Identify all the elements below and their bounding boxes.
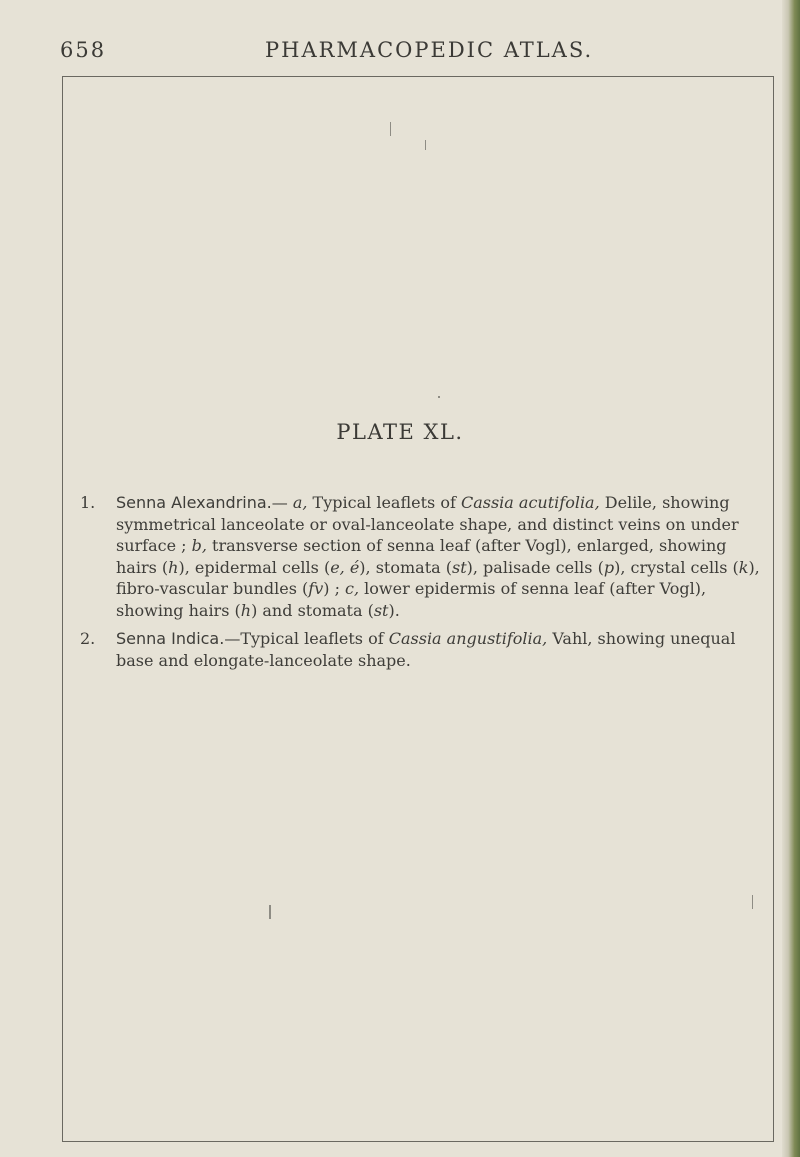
figure-label: c, — [345, 579, 360, 598]
caption-text: ) and stomata ( — [251, 600, 374, 620]
part-label: h — [240, 600, 252, 620]
caption-senna-alexandrina — [80, 492, 770, 620]
part-label: st — [373, 600, 389, 620]
caption-text: ), stomata ( — [359, 557, 452, 577]
part-label: h — [168, 557, 179, 577]
part-label: p — [603, 557, 615, 577]
caption-text: ), fibro-vascular bundles ( — [116, 557, 760, 598]
caption-term: Senna Alexandrina. — [116, 493, 272, 512]
part-label: fv — [308, 579, 324, 598]
caption-text: —Typical leaflets of — [224, 629, 389, 648]
page-edge-shadow — [782, 0, 800, 1157]
running-title: PHARMACOPEDIC ATLAS. — [265, 38, 594, 62]
caption-text: transverse section of senna leaf (after Vogl), enlarged, showing hairs ( — [116, 536, 727, 577]
part-label: k — [738, 557, 749, 577]
caption-body — [116, 628, 760, 671]
figure-label: b, — [191, 536, 207, 555]
caption-text: ) ; — [323, 579, 346, 598]
print-speck — [390, 122, 391, 136]
caption-number: 2. — [80, 629, 96, 648]
print-speck — [425, 140, 426, 150]
print-speck — [269, 905, 271, 919]
caption-text: Vahl, showing unequal base and elongate-lanceolate shape. — [116, 629, 736, 670]
species-name: Cassia angustifolia, — [388, 629, 548, 648]
caption-text: ), epidermal cells ( — [178, 557, 331, 577]
caption-text: — — [271, 493, 293, 512]
caption-text: Delile, showing symmetrical lanceolate or oval-lanceolate shape, and distinct veins on under surface ; — [116, 493, 739, 555]
running-header — [0, 38, 800, 68]
caption-text: ). — [388, 600, 400, 620]
print-speck — [438, 396, 440, 398]
figure-label: a, — [292, 493, 308, 512]
species-name: Cassia acutifolia, — [460, 493, 600, 512]
caption-number: 1. — [80, 493, 96, 512]
caption-text: ), palisade cells ( — [466, 557, 604, 577]
caption-text: ), crystal cells ( — [614, 557, 739, 577]
part-label: st — [452, 557, 467, 577]
page-number: 658 — [60, 38, 107, 62]
caption-text: Typical leaflets of — [307, 493, 461, 512]
plate-title: PLATE XL. — [336, 420, 464, 444]
caption-body — [116, 492, 760, 621]
print-speck — [752, 895, 753, 909]
caption-senna-indica — [80, 628, 770, 678]
caption-text: lower epidermis of senna leaf (after Vogl), showing hairs ( — [116, 579, 707, 620]
part-label: e, é — [330, 557, 360, 577]
caption-term: Senna Indica. — [116, 629, 225, 648]
